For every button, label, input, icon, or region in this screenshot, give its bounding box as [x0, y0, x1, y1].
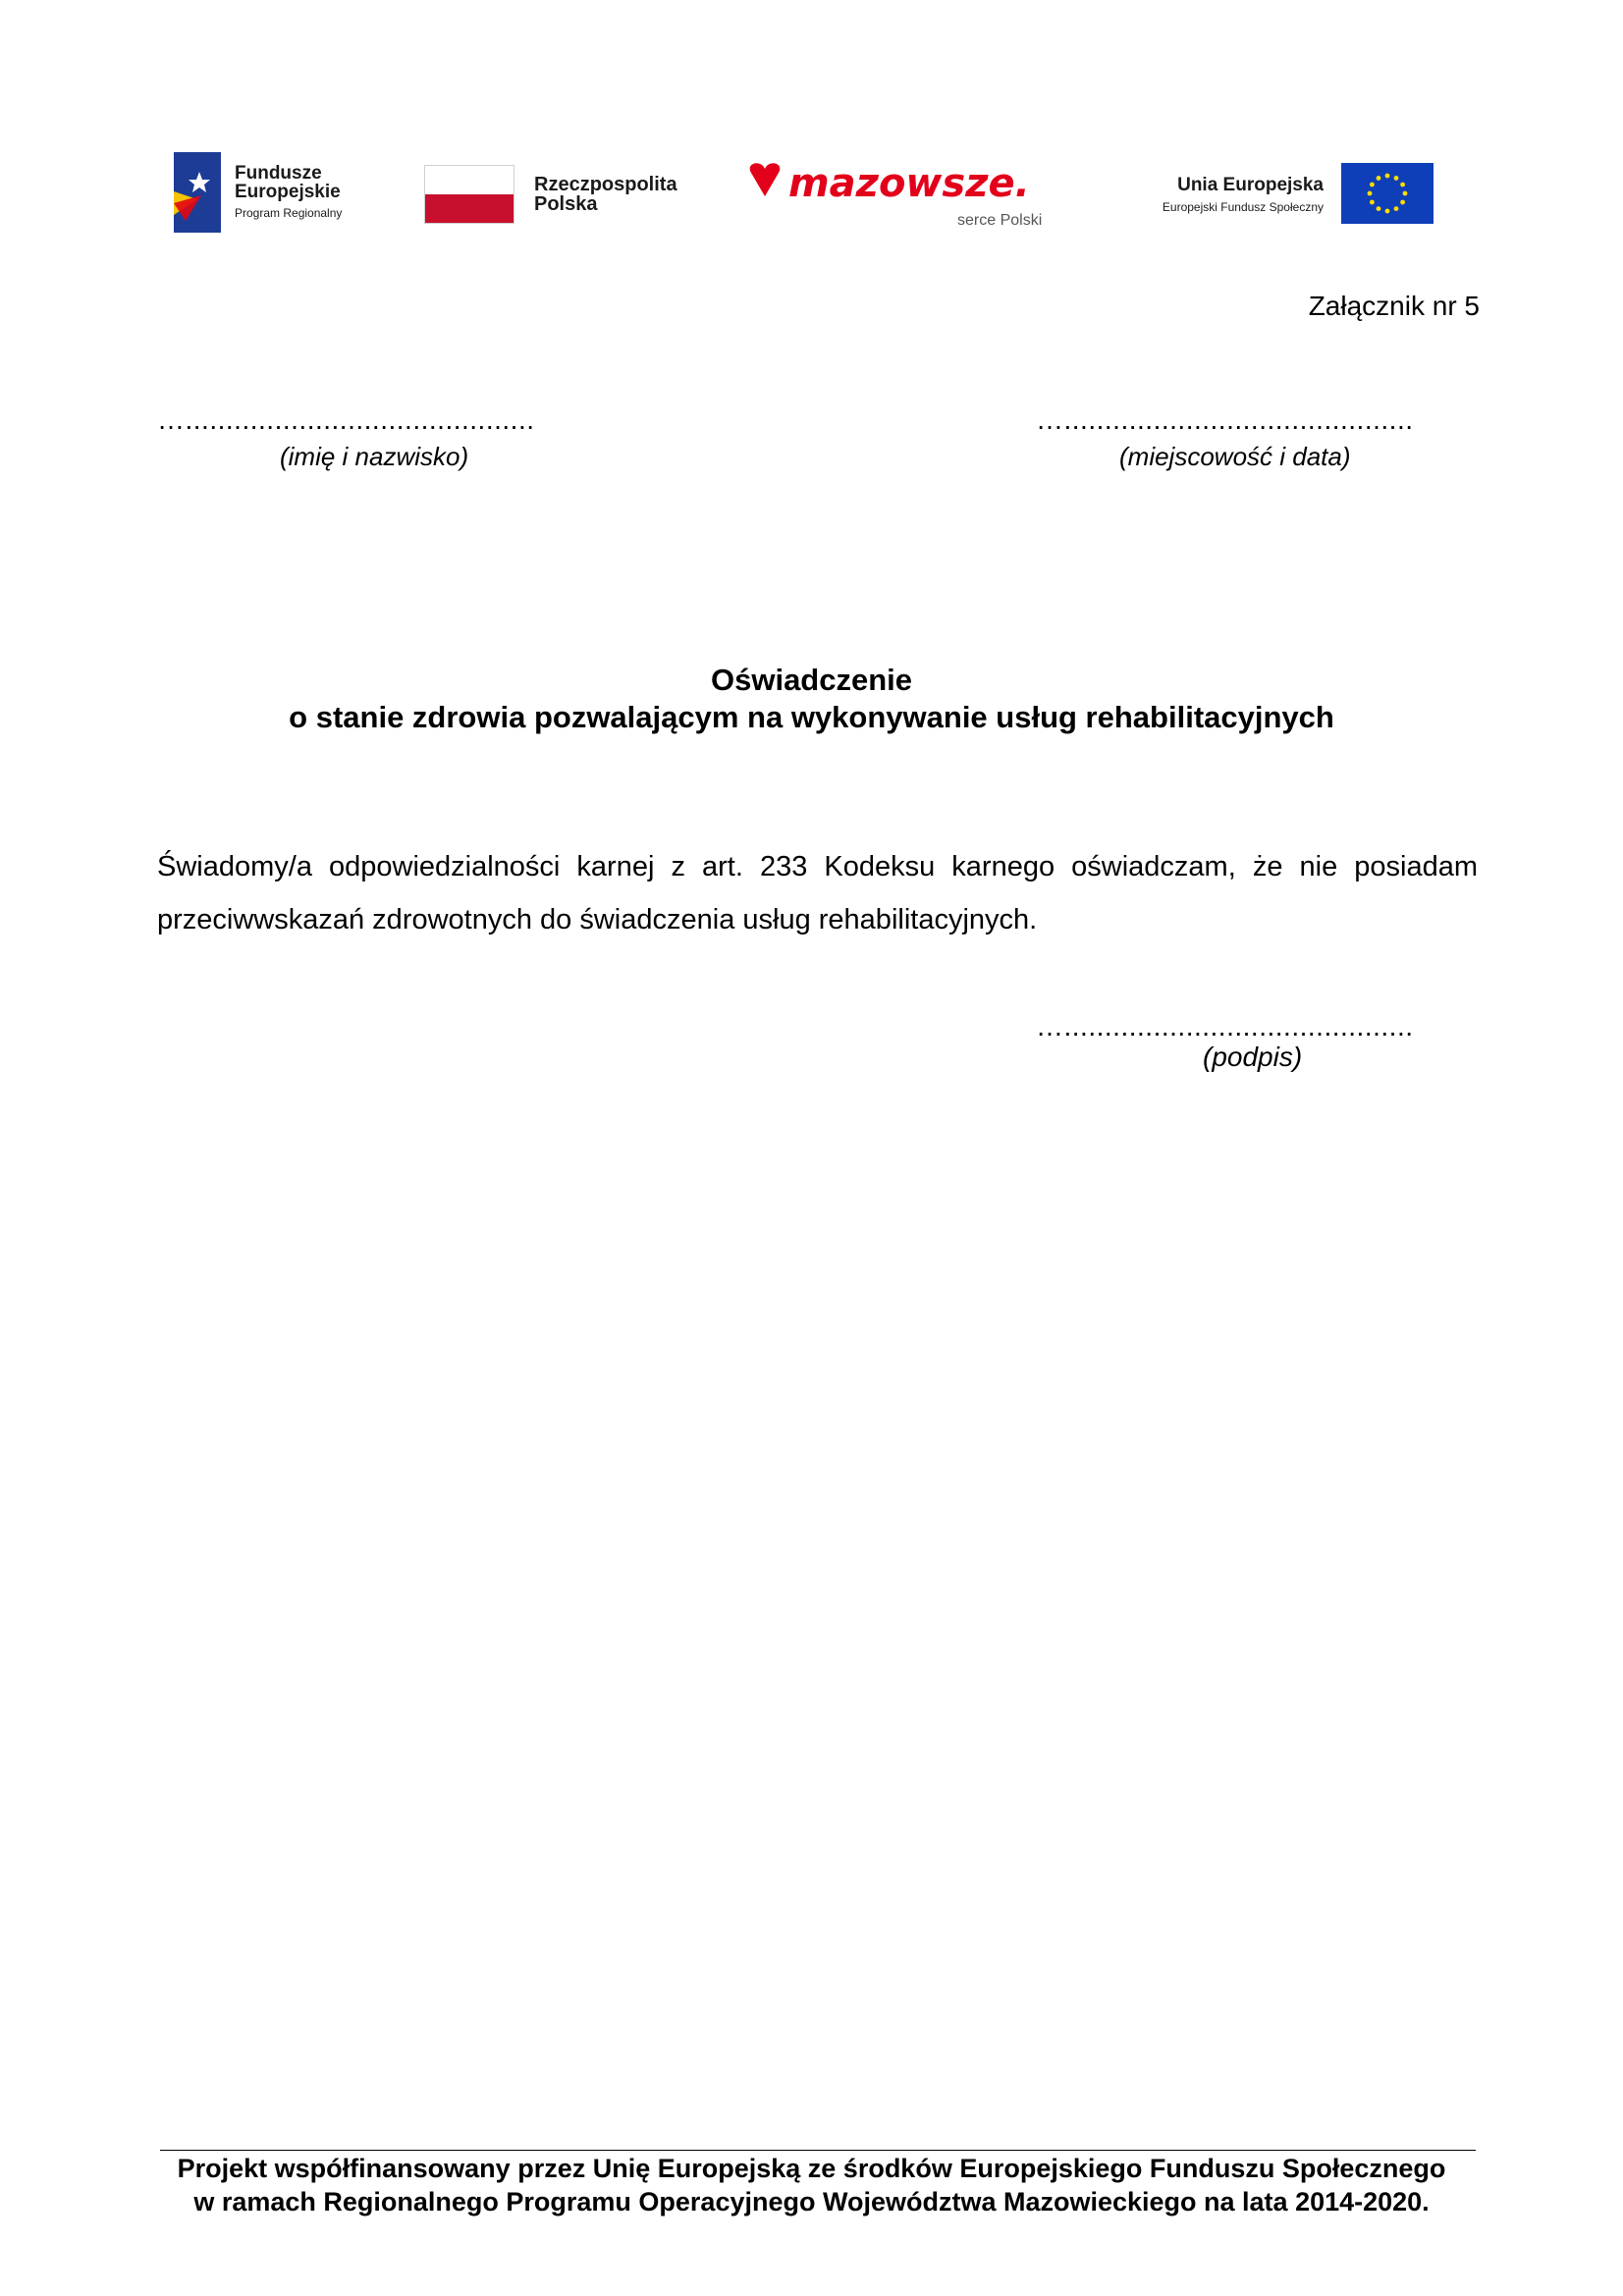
signature-dotted-line: …...........................................	[1036, 1011, 1414, 1041]
name-caption: (imię i nazwisko)	[280, 442, 469, 471]
place-date-dotted-line: …...........................................	[1036, 404, 1414, 435]
footer-line2: w ramach Regionalnego Programu Operacyjnego Województwa Mazowieckiego na lata 2014-2020.	[193, 2187, 1430, 2216]
footer-divider	[160, 2150, 1476, 2151]
rzeczpospolita-line1: Rzeczpospolita	[534, 174, 677, 195]
fundusze-europejskie-emblem-icon	[174, 152, 221, 233]
name-dotted-line: …...........................................	[157, 404, 535, 435]
polish-flag-icon	[424, 165, 514, 224]
fundusze-europejskie-logo	[174, 152, 370, 233]
signature-caption: (podpis)	[1203, 1041, 1303, 1072]
rzeczpospolita-polska-logo	[424, 165, 699, 228]
title-line1: Oświadczenie	[710, 663, 913, 697]
footer	[0, 2152, 1623, 2218]
document-title	[0, 662, 1623, 736]
mazowsze-wordmark-icon	[743, 157, 1067, 216]
annex-label: Załącznik nr 5	[1308, 291, 1480, 321]
mazowsze-tagline: serce Polski	[957, 212, 1043, 229]
fundusze-line3: Program Regionalny	[235, 206, 343, 220]
title-line2: o stanie zdrowia pozwalającym na wykonywanie usług rehabilitacyjnych	[289, 700, 1334, 734]
statement-paragraph: Świadomy/a odpowiedzialności karnej z art. 233 Kodeksu karnego oświadczam, że nie posiadam przeciwwskazań zdrowotnych do świadczenia usług rehabilitacyjnych.	[157, 851, 1478, 935]
unia-line1: Unia Europejska	[1177, 175, 1324, 195]
fundusze-line1: Fundusze	[235, 163, 322, 184]
fundusze-line2: Europejskie	[235, 182, 341, 202]
mazowsze-word: mazowsze.	[788, 161, 1030, 206]
rzeczpospolita-line2: Polska	[534, 193, 598, 215]
place-date-caption: (miejscowość i data)	[1119, 442, 1351, 471]
mazowsze-logo	[743, 157, 1077, 236]
unia-line2: Europejski Fundusz Społeczny	[1162, 200, 1324, 214]
eu-flag-icon	[1341, 163, 1434, 224]
unia-europejska-logo	[1119, 163, 1434, 228]
footer-line1: Projekt współfinansowany przez Unię Europejską ze środków Europejskiego Funduszu Społecznego	[177, 2154, 1446, 2183]
